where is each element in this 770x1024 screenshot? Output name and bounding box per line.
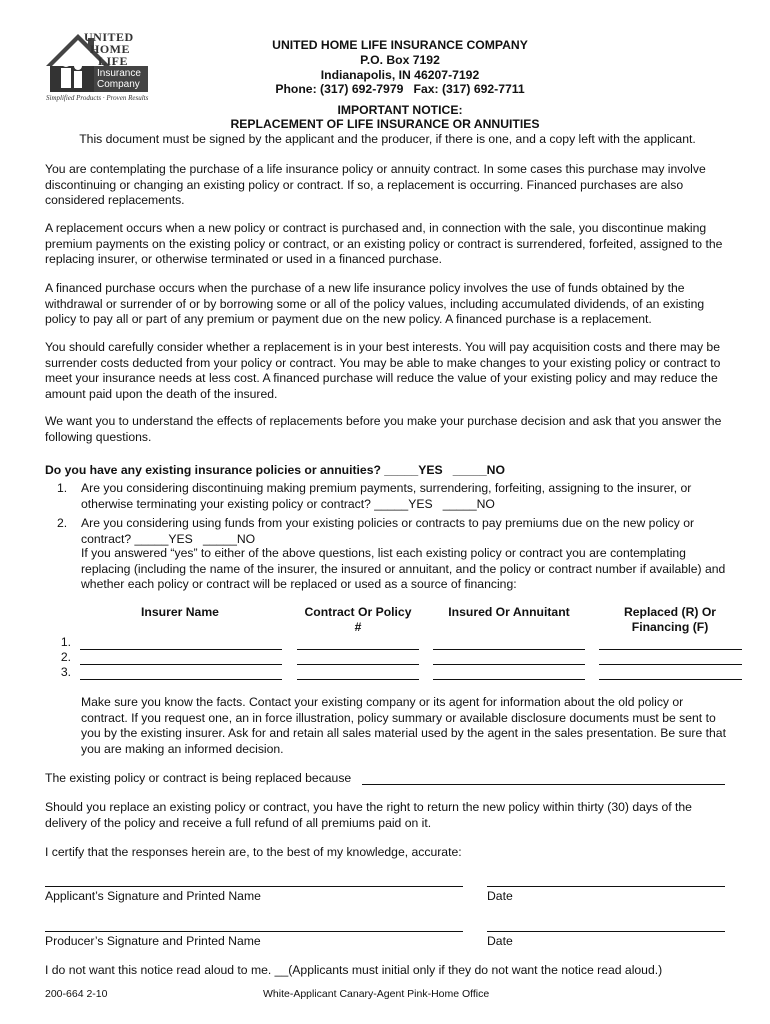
col-replaced-line1: Replaced (R) Or bbox=[623, 605, 717, 619]
row-3-insurer-field[interactable] bbox=[80, 679, 282, 680]
applicant-signature-field[interactable] bbox=[45, 886, 463, 887]
row-3-replaced-field[interactable] bbox=[599, 679, 742, 680]
company-city: Indianapolis, IN 46207-7192 bbox=[320, 68, 480, 82]
logo-line1: UNITED bbox=[84, 30, 134, 44]
question-1-text: Are you considering discontinuing making premium payments, surrendering, forfeiting, assigning to the insurer, or otherwise terminating your existing policy or contract? _____YES _____NO bbox=[81, 481, 695, 511]
row-1-policy-field[interactable] bbox=[297, 649, 419, 650]
certify-statement: I certify that the responses herein are, to the best of my knowledge, accurate: bbox=[45, 845, 462, 859]
applicant-date-field[interactable] bbox=[487, 886, 725, 887]
replaced-because-label: The existing policy or contract is being replaced because bbox=[45, 771, 352, 785]
company-po-box: P.O. Box 7192 bbox=[360, 53, 440, 67]
logo-tagline: Simplified Products · Proven Results bbox=[46, 94, 149, 102]
notice-instructions: This document must be signed by the applicant and the producer, if there is one, and a copy left with the applicant. bbox=[79, 132, 696, 146]
question-existing-policies: Do you have any existing insurance policies or annuities? _____YES _____NO bbox=[45, 463, 505, 477]
logo-box2: Company bbox=[97, 79, 140, 90]
question-followup: If you answered “yes” to either of the above questions, list each existing policy or contract you are contemplating replacing (including the name of the insurer, the insured or annuitant, and the policy or contract number if available) and whether each policy or contract will be replaced or used as a source of financing: bbox=[81, 546, 726, 592]
producer-date-field[interactable] bbox=[487, 931, 725, 932]
applicant-date-label: Date bbox=[487, 889, 513, 903]
company-name: UNITED HOME LIFE INSURANCE COMPANY bbox=[272, 38, 528, 52]
paragraph-consider: You should carefully consider whether a replacement is in your best interests. You will pay acquisition costs and there may be surrender costs deducted from your policy or contract. You may be able to make changes to your existing policy or contract to meet your insurance needs at less cost. A financed purchase will reduce the value of your existing policy and may reduce the amount paid upon the death of the insured. bbox=[45, 340, 721, 401]
copy-distribution: White-Applicant Canary-Agent Pink-Home Office bbox=[263, 988, 490, 1000]
producer-signature-label: Producer’s Signature and Printed Name bbox=[45, 934, 261, 948]
col-replaced-line2: Financing (F) bbox=[631, 620, 709, 634]
paragraph-contemplating: You are contemplating the purchase of a life insurance policy or annuity contract. In some cases this purchase may involve discontinuing or changing an existing policy or contract. If so, a replacement is occurring. Financed purchases are also considered replacements. bbox=[45, 162, 706, 208]
question-2-number: 2. bbox=[57, 516, 68, 530]
col-replaced-financing bbox=[598, 605, 742, 635]
row-2-insurer-field[interactable] bbox=[80, 664, 282, 665]
col-contract-policy-line1: Contract Or Policy bbox=[304, 605, 412, 619]
row-1-number: 1. bbox=[60, 635, 71, 649]
row-2-policy-field[interactable] bbox=[297, 664, 419, 665]
paragraph-financed-purchase: A financed purchase occurs when the purchase of a new life insurance policy involves the use of funds obtained by the withdrawal or surrender of or by borrowing some or all of the policy values, including accumulated dividends, of an existing policy to pay all or part of any premium or payment due on the new policy. A financed purchase is a replacement. bbox=[45, 281, 705, 327]
paragraph-replacement-definition: A replacement occurs when a new policy or contract is purchased and, in connection with the sale, you discontinue making premium payments on the existing policy or contract, or an existing policy or contract is surrendered, forfeited, assigned to the replacing insurer, or otherwise terminated or used in a financed purchase. bbox=[45, 221, 723, 267]
col-contract-policy-line2: # bbox=[354, 620, 362, 634]
form-number: 200-664 2-10 bbox=[45, 988, 108, 1000]
paragraph-understand: We want you to understand the effects of replacements before you make your purchase decision and ask that you answer the following questions. bbox=[45, 414, 722, 444]
logo-line2: HOME bbox=[90, 42, 130, 56]
col-insured-annuitant: Insured Or Annuitant bbox=[448, 605, 570, 619]
row-2-replaced-field[interactable] bbox=[599, 664, 742, 665]
row-2-number: 2. bbox=[60, 650, 71, 664]
applicant-signature-label: Applicant’s Signature and Printed Name bbox=[45, 889, 261, 903]
notice-subtitle-heading: REPLACEMENT OF LIFE INSURANCE OR ANNUITIES bbox=[230, 117, 540, 131]
logo-line3: LIFE bbox=[98, 54, 129, 68]
question-1-number: 1. bbox=[57, 481, 68, 495]
col-contract-policy bbox=[296, 605, 420, 635]
read-aloud-waiver: I do not want this notice read aloud to me. __(Applicants must initial only if they do not want the notice read aloud.) bbox=[45, 963, 663, 977]
company-logo bbox=[44, 28, 152, 104]
replaced-because-field[interactable] bbox=[362, 784, 725, 785]
paragraph-right-to-return: Should you replace an existing policy or contract, you have the right to return the new policy within thirty (30) days of the delivery of the policy and receive a full refund of all premiums paid on it. bbox=[45, 800, 692, 830]
row-2-insured-field[interactable] bbox=[433, 664, 585, 665]
notice-title: IMPORTANT NOTICE: bbox=[337, 103, 463, 117]
producer-date-label: Date bbox=[487, 934, 513, 948]
paragraph-know-facts: Make sure you know the facts. Contact your existing company or its agent for information about the old policy or contract. If you request one, an in force illustration, policy summary or available disclosure documents must be sent to you by the existing insurer. Ask for and retain all sales material used by the agent in the sales presentation. Be sure that you are making an informed decision. bbox=[81, 695, 726, 756]
row-3-number: 3. bbox=[60, 665, 71, 679]
logo-box1: Insurance bbox=[97, 68, 141, 79]
row-1-insurer-field[interactable] bbox=[80, 649, 282, 650]
col-insurer-name: Insurer Name bbox=[141, 605, 219, 619]
row-1-replaced-field[interactable] bbox=[599, 649, 742, 650]
row-1-insured-field[interactable] bbox=[433, 649, 585, 650]
company-phone-fax: Phone: (317) 692-7979 Fax: (317) 692-7711 bbox=[275, 82, 525, 96]
row-3-insured-field[interactable] bbox=[433, 679, 585, 680]
question-2-text: Are you considering using funds from your existing policies or contracts to pay premiums due on the new policy or contract? _____YES _____NO bbox=[81, 516, 698, 546]
row-3-policy-field[interactable] bbox=[297, 679, 419, 680]
producer-signature-field[interactable] bbox=[45, 931, 463, 932]
